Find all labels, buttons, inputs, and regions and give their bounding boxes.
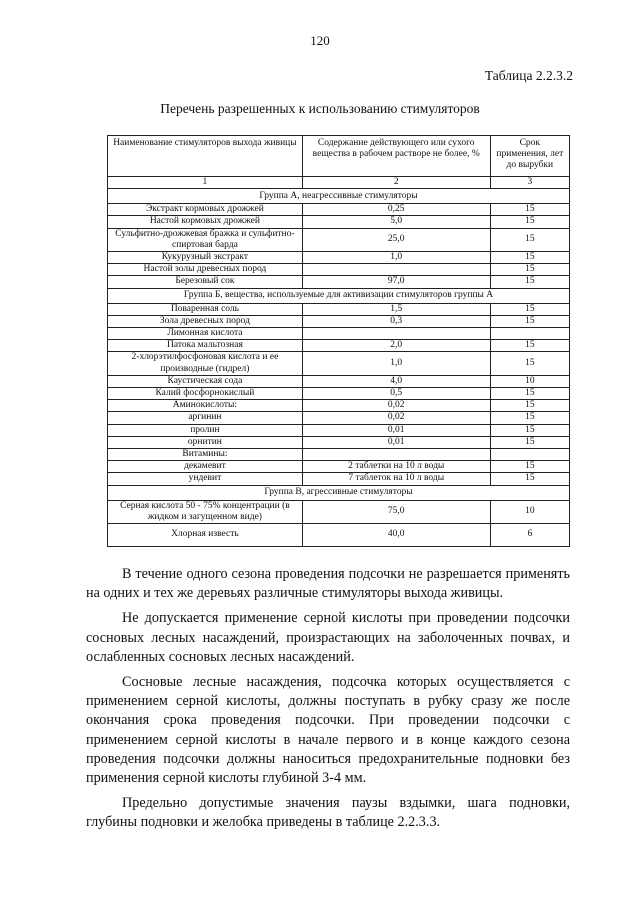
concentration-cell xyxy=(302,264,490,276)
term-cell: 15 xyxy=(490,264,569,276)
term-cell: 15 xyxy=(490,303,569,315)
stimulator-name: пролин xyxy=(108,424,303,436)
table-title: Перечень разрешенных к использованию стимуляторов xyxy=(160,101,480,116)
group-title: Группа В, агрессивные стимуляторы xyxy=(108,485,570,500)
term-cell: 15 xyxy=(490,461,569,473)
table-row xyxy=(108,328,570,340)
column-number: 2 xyxy=(302,177,490,189)
concentration-cell: 1,0 xyxy=(302,352,490,375)
stimulator-name: Лимонная кислота xyxy=(108,328,303,340)
group-header-row xyxy=(108,288,570,303)
term-cell: 15 xyxy=(490,252,569,264)
table-row xyxy=(108,315,570,327)
term-cell: 10 xyxy=(490,375,569,387)
concentration-cell: 0,25 xyxy=(302,204,490,216)
term-cell: 15 xyxy=(490,276,569,288)
term-cell xyxy=(490,328,569,340)
concentration-cell: 0,01 xyxy=(302,424,490,436)
concentration-cell: 75,0 xyxy=(302,500,490,523)
stimulator-name: Сульфитно-дрожжевая бражка и сульфитно-спиртовая барда xyxy=(108,228,303,251)
group-title: Группа А, неагрессивные стимуляторы xyxy=(108,189,570,204)
stimulators-table xyxy=(107,135,570,547)
header-content: Содержание действующего или сухого вещества в рабочем растворе не более, % xyxy=(302,136,490,177)
paragraph: Не допускается применение серной кислоты при проведении подсочки сосновых лесных насаждений, произрастающих на заболоченных почвах, и ослабленных сосновых лесных насаждений. xyxy=(86,610,570,665)
stimulator-name: 2-хлорэтилфосфоновая кислота и ее производные (гидрел) xyxy=(108,352,303,375)
concentration-cell: 97,0 xyxy=(302,276,490,288)
table-row xyxy=(108,500,570,523)
concentration-cell: 4,0 xyxy=(302,375,490,387)
stimulator-name: Серная кислота 50 - 75% концентрации (в жидком и загущенном виде) xyxy=(108,500,303,523)
term-cell: 15 xyxy=(490,352,569,375)
stimulator-name: Каустическая сода xyxy=(108,375,303,387)
concentration-cell: 0,02 xyxy=(302,400,490,412)
group-header-row xyxy=(108,189,570,204)
table-row xyxy=(108,228,570,251)
column-number: 1 xyxy=(108,177,303,189)
term-cell: 10 xyxy=(490,500,569,523)
stimulator-name: Патока мальтозная xyxy=(108,340,303,352)
stimulator-name: аргинин xyxy=(108,412,303,424)
term-cell: 15 xyxy=(490,216,569,228)
table-row xyxy=(108,524,570,547)
paragraph: В течение одного сезона проведения подсочки не разрешается применять на одних и тех же деревьях различные стимуляторы выхода живицы. xyxy=(86,566,570,602)
concentration-cell: 0,3 xyxy=(302,315,490,327)
concentration-cell: 5,0 xyxy=(302,216,490,228)
body-text xyxy=(86,565,570,839)
table-row xyxy=(108,375,570,387)
stimulator-name: Экстракт кормовых дрожжей xyxy=(108,204,303,216)
stimulator-name: Зола древесных пород xyxy=(108,315,303,327)
table-row xyxy=(108,473,570,485)
stimulator-name: Хлорная известь xyxy=(108,524,303,547)
stimulator-name: Калий фосфорнокислый xyxy=(108,388,303,400)
header-term: Срок применения, лет до вырубки xyxy=(490,136,569,177)
stimulator-name: Настой золы древесных пород xyxy=(108,264,303,276)
stimulator-name: Витамины: xyxy=(108,449,303,461)
term-cell xyxy=(490,449,569,461)
term-cell: 15 xyxy=(490,436,569,448)
term-cell: 15 xyxy=(490,424,569,436)
table-row xyxy=(108,264,570,276)
table-row xyxy=(108,424,570,436)
page-number: 120 xyxy=(310,33,330,48)
term-cell: 15 xyxy=(490,315,569,327)
stimulator-name: Поваренная соль xyxy=(108,303,303,315)
concentration-cell: 1,0 xyxy=(302,252,490,264)
term-cell: 15 xyxy=(490,340,569,352)
concentration-cell: 0,02 xyxy=(302,412,490,424)
table-row xyxy=(108,276,570,288)
table-row xyxy=(108,252,570,264)
paragraph: Предельно допустимые значения паузы вздымки, шага подновки, глубины подновки и желобка приведены в таблице 2.2.3.3. xyxy=(86,795,570,831)
concentration-cell: 7 таблеток на 10 л воды xyxy=(302,473,490,485)
concentration-cell: 2,0 xyxy=(302,340,490,352)
stimulator-name: Аминокислоты: xyxy=(108,400,303,412)
table-row xyxy=(108,352,570,375)
table-row xyxy=(108,436,570,448)
term-cell: 15 xyxy=(490,388,569,400)
stimulator-name: Березовый сок xyxy=(108,276,303,288)
column-number-row xyxy=(108,177,570,189)
concentration-cell: 40,0 xyxy=(302,524,490,547)
concentration-cell: 0,5 xyxy=(302,388,490,400)
table-row xyxy=(108,340,570,352)
table-row xyxy=(108,303,570,315)
term-cell: 15 xyxy=(490,473,569,485)
table-header-row xyxy=(108,136,570,177)
table-row xyxy=(108,461,570,473)
stimulator-name: Настой кормовых дрожжей xyxy=(108,216,303,228)
table-row xyxy=(108,216,570,228)
stimulator-name: декамевит xyxy=(108,461,303,473)
stimulator-name: орнитин xyxy=(108,436,303,448)
table-row xyxy=(108,400,570,412)
concentration-cell: 25,0 xyxy=(302,228,490,251)
header-name: Наименование стимуляторов выхода живицы xyxy=(108,136,303,177)
paragraph: Сосновые лесные насаждения, подсочка которых осуществляется с применением серной кислоты, должны поступать в рубку сразу же после окончания срока проведения подсочки. При проведении подсочки с применением серной кислоты в начале первого и в конце каждого сезона проведения подсочки должны наноситься предохранительные подновки без применения серной кислоты глубиной 3-4 мм. xyxy=(86,674,570,787)
group-title: Группа Б, вещества, используемые для активизации стимуляторов группы А xyxy=(108,288,570,303)
table-row xyxy=(108,388,570,400)
concentration-cell: 0,01 xyxy=(302,436,490,448)
table-row xyxy=(108,412,570,424)
concentration-cell: 2 таблетки на 10 л воды xyxy=(302,461,490,473)
group-header-row xyxy=(108,485,570,500)
column-number: 3 xyxy=(490,177,569,189)
term-cell: 15 xyxy=(490,228,569,251)
stimulator-name: Кукурузный экстракт xyxy=(108,252,303,264)
term-cell: 15 xyxy=(490,400,569,412)
concentration-cell xyxy=(302,328,490,340)
concentration-cell: 1,5 xyxy=(302,303,490,315)
table-row xyxy=(108,204,570,216)
table-row xyxy=(108,449,570,461)
term-cell: 15 xyxy=(490,204,569,216)
table-number: Таблица 2.2.3.2 xyxy=(484,68,573,83)
stimulator-name: ундевит xyxy=(108,473,303,485)
term-cell: 6 xyxy=(490,524,569,547)
term-cell: 15 xyxy=(490,412,569,424)
concentration-cell xyxy=(302,449,490,461)
